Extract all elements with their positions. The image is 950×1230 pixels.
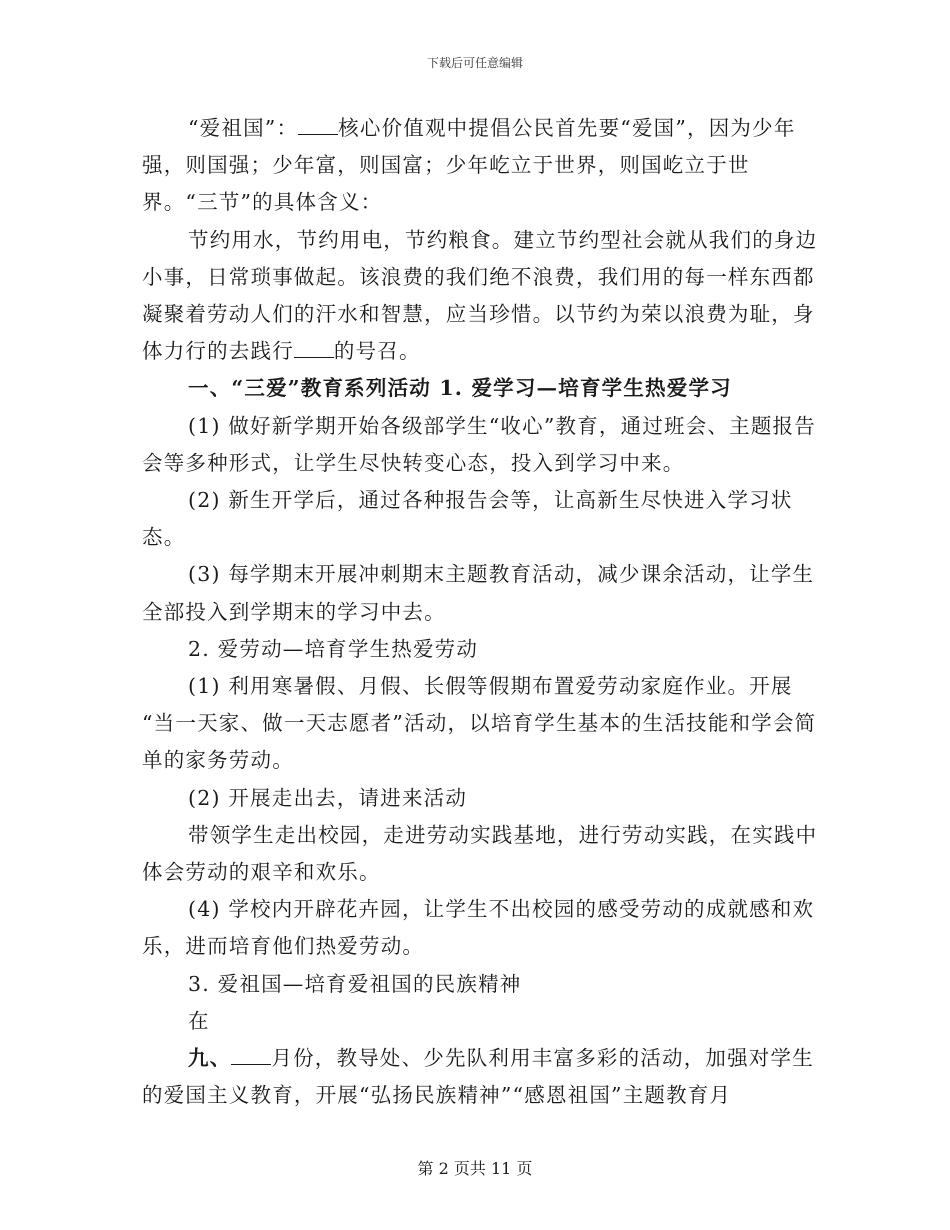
paragraph-text: 核心价值观中提倡公民首先要“爱国”，因为少年强，则国强；少年富，则国富；少年屹立于世界，则国屹立于世界。“三节”的具体含义： xyxy=(142,116,796,215)
page-number: 第 2 页共 11 页 xyxy=(417,1159,533,1178)
paragraph-item: (2) 开展走出去，请进来活动 xyxy=(188,785,468,810)
paragraph-item: (1) 做好新学期开始各级部学生“收心”教育，通过班会、主题报告会等多种形式，让学生尽快转变心态，投入到学习中来。 xyxy=(142,413,816,475)
paragraph-item: (3) 每学期末开展冲刺期末主题教育活动，减少课余活动，让学生全部投入到学期末的学习中去。 xyxy=(142,562,815,624)
paragraph-text: “爱祖国”： xyxy=(188,116,299,140)
paragraph-item: (4) 学校内开辟花卉园，让学生不出校园的感受劳动的成就感和欢乐，进而培育他们热爱劳动。 xyxy=(142,897,815,959)
paragraph-text: 节约用水，节约用电，节约粮食。建立节约型社会就从我们的身边小事，日常琐事做起。该浪费的我们绝不浪费，我们用的每一样东西都凝聚着劳动人们的汗水和智慧，应当珍惜。以节约为荣以浪费为耻，身体力行的去践行 xyxy=(142,227,818,364)
paragraph-item: “当一天家、做一天志愿者”活动，以培育学生基本的生活技能和学会简单的家务劳动。 xyxy=(142,711,817,773)
paragraph-item: (2) 新生开学后，通过各种报告会等，让高新生尽快进入学习状态。 xyxy=(142,488,793,550)
fill-blank xyxy=(231,1046,271,1065)
paragraph-item: (1) 利用寒暑假、月假、长假等假期布置爱劳动家庭作业。开展 xyxy=(188,674,793,699)
header-note: 下载后可任意编辑 xyxy=(426,56,523,70)
subheading-love-country: 3. 爱祖国—培育爱祖国的民族精神 xyxy=(188,971,522,996)
subheading-love-labor: 2. 爱劳动—培育学生热爱劳动 xyxy=(188,636,479,661)
section-heading-three-loves: 一、“三爱”教育系列活动 1. 爱学习—培育学生热爱学习 xyxy=(188,376,732,401)
fill-blank xyxy=(298,116,338,135)
paragraph-text: 月份，教导处、少先队利用丰富多彩的活动，加强对学生的爱国主义教育，开展“弘扬民族精神”“感恩祖国”主题教育月 xyxy=(142,1046,814,1108)
document-body xyxy=(142,110,822,1114)
paragraph-september xyxy=(142,1040,822,1114)
paragraph-text: 九、 xyxy=(188,1046,232,1071)
paragraph-patriotism-intro xyxy=(142,110,822,222)
paragraph-saving xyxy=(142,222,822,371)
paragraph-item: 在 xyxy=(188,1008,210,1033)
paragraph-item: 带领学生走出校园，走进劳动实践基地，进行劳动实践，在实践中体会劳动的艰辛和欢乐。 xyxy=(142,822,818,885)
fill-blank xyxy=(294,339,334,358)
paragraph-text: 的号召。 xyxy=(333,339,421,364)
